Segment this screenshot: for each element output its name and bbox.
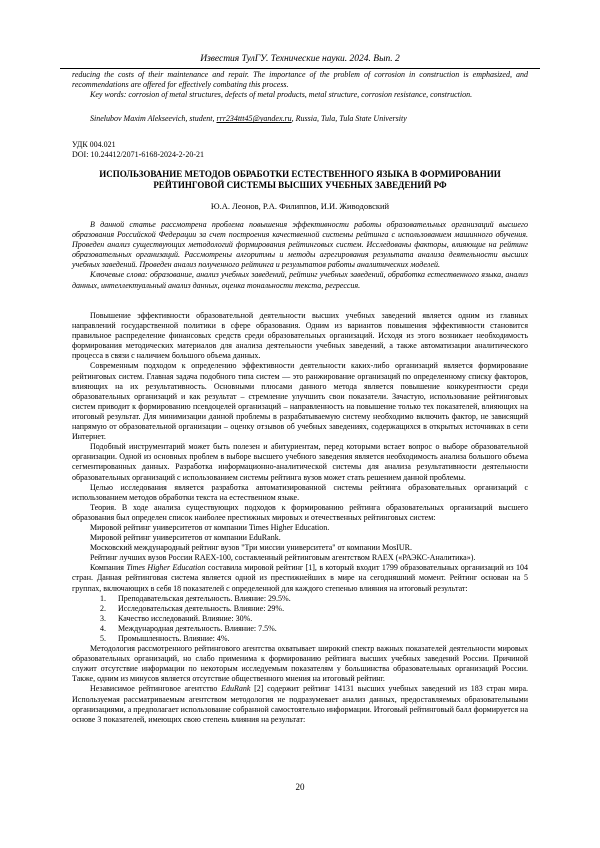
list-number: 4. [100,623,106,633]
list-number: 2. [100,603,106,613]
p6-text: составила мировой рейтинг [1], в который входит 1799 образовательных организаций из 104 стран. Данная рейтинговая система является одной из престижнейших в мире на сегодняшний момент. Рейтинг основан на 5 группах, включающих в себя 18 показателей с определенной для каждого степенью влияния на итоговый результат: [72,563,529,593]
keywords [72,270,528,290]
udc-code: УДК 004.021 [72,140,116,149]
list-item [72,594,528,604]
the-name: Times Higher Education [126,563,206,573]
paragraph-2: Современным подходом к определению эффективности деятельности каких-либо организаций является формирование рейтинговых систем. Главная задача подобного типа систем — это ранжирование организаций по определенному списку факторов, влияющих на их результативность. Основными плюсами данного метода является повышение конкурентности среди образовательных организаций и как результат – стремление улучшить свои показатели. Зачастую, использование рейтинговых систем приводит к формированию псевдоцелей организаций – направленность на повышение только тех показателей, влияющих на итоговый результат. Для минимизации данной проблемы в разрабатываемую систему необходимо включить фактор, не зависящий напрямую от образовательной организации – оценку отзывов об учебных заведениях, содержащихся в открытых источниках в сети Интернет. [72,361,528,442]
list-number: 5. [100,634,106,643]
previous-keywords [72,90,528,100]
list-text: Исследовательская деятельность. Влияние: 29%. [118,603,285,613]
abstract-block [72,220,528,291]
doi: DOI: 10.24412/2071-6168-2024-2-20-21 [72,150,204,160]
ranking-source: Московский международный рейтинг вузов "Три миссии университета" от компании MosIUR. [90,543,412,553]
previous-keywords-text: corrosion of metal structures, defects of metal products, metal structure, corrosion resistance, construction. [128,90,473,100]
ranking-source: Рейтинг лучших вузов России RAEX-100, составленный рейтинговым агентством RAEX («РАЭКС-Аналитика»). [90,553,476,563]
paragraph-5: Теория. В ходе анализа существующих подходов к формированию рейтинга образовательных организаций высшего образования был определен список наиболее престижных мировых и отечественных рейтинговых систем: [72,502,528,522]
list-item [72,614,528,624]
ranking-sources-list [72,523,528,563]
author-email-link[interactable]: rrr234ttt45@yandex.ru [216,114,292,124]
paragraph-8 [72,684,528,724]
paragraph-1: Повышение эффективности образовательной деятельности высших учебных заведений является одним из главных направлений государственной политики в сфере образования. Одним из вариантов повышения эффективности становится правильное распределение финансовых средств среди образовательных организаций. Исходя из этого возникает необходимость формирования методических материалов для анализа деятельности учебных заведений, а также автоматизации аналитического процесса в связи с наличием большого объема данных. [72,311,528,361]
previous-author-affiliation: , Russia, Tula, Tula State University [291,114,407,124]
paragraph-3: Подобный инструментарий может быть полезен и абитуриентам, перед которыми встает вопрос о выборе образовательной организации. Одной из основных проблем в выборе высшего учебного заведения является необходимость анализа большого объема сегментированных данных. Разработка информационно-аналитической системы для анализа результативности деятельности образовательных организаций с использованием системы рейтинга вузов может стать решением данной проблемы. [72,442,528,482]
ranking-criteria-list [72,594,528,644]
running-header: Известия ТулГУ. Технические науки. 2024. Вып. 2 [200,54,400,64]
previous-author-info [72,114,528,124]
previous-author-name: Sinelubov Maxim Alekseevich, student, [90,114,217,124]
list-item [72,604,528,614]
edurank-name: EduRank [221,684,251,694]
list-text: Промышленность. Влияние: 4%. [118,634,230,643]
paragraph-7: Методология рассмотренного рейтингового агентства охватывает широкий спектр важных показателей деятельности мировых образовательных организаций, но слабо применима к формированию рейтинга высших учебных заведений России. Причиной служит отсутствие информации по некоторым исследуемым показателям у большинства образовательных организаций России. Также, одним из минусов является отсутствие общественного мнения на итоговый рейтинг. [72,644,528,684]
ranking-source: Мировой рейтинг университетов от компании EduRank. [90,533,281,543]
paragraph-6 [72,563,528,593]
previous-abstract-end: reducing the costs of their maintenance and repair. The importance of the problem of corrosion in construction is emphasized, and recommendations are offered for effectively combating this process. [72,70,528,90]
p8-text: [2] содержит рейтинг 14131 высших учебных заведений из 183 стран мира. Используемая рассматриваемым агентством методология не подразумевает анализ данных, предоставляемых образовательными организациями, а предполагает использование собранной самостоятельно информации. Итоговый рейтинговый балл формируется на основе 3 показателей, имеющих свою степень влияния на результат: [72,684,528,724]
list-text: Преподавательская деятельность. Влияние: 29.5%. [118,593,291,603]
ranking-source: Мировой рейтинг университетов от компании Times Higher Education. [90,522,330,532]
page-number: 20 [295,782,305,792]
article-body [72,311,528,725]
list-number: 3. [100,613,106,623]
p6-lead: Компания [90,563,127,573]
article-authors: Ю.А. Леонов, Р.А. Филиппов, И.И. Живодовский [210,201,390,211]
list-text: Качество исследований. Влияние: 30%. [118,613,253,623]
article-meta [72,140,528,160]
article-title: ИСПОЛЬЗОВАНИЕ МЕТОДОВ ОБРАБОТКИ ЕСТЕСТВЕННОГО ЯЗЫКА В ФОРМИРОВАНИИ РЕЙТИНГОВОЙ СИСТЕМЫ ВЫСШИХ УЧЕБНЫХ ЗАВЕДЕНИЙ РФ [99,169,501,190]
previous-keywords-label: Key words: [90,90,127,100]
list-item [72,634,528,644]
keywords-label: Ключевые слова: [90,270,148,280]
abstract: В данной статье рассмотрена проблема повышения эффективности работы образовательных организаций высшего образования Российской Федерации за счет построения качественной системы рейтинга с использованием машинного обучения. Проведен анализ существующих методологий формирования рейтинговых систем. Исследованы факторы, влияющие на рейтинг образовательных организаций. Рассмотрены алгоритмы и методы агрегирования результата анализа деятельности высших учебных заведений. Проведен анализ полученного рейтинга и результатов работы аналитических моделей. [72,220,528,270]
keywords-text: образование, анализ учебных заведений, рейтинг учебных заведений, обработка естественного языка, анализ данных, интеллектуальный анализ данных, оценка тональности текста, регрессия. [72,270,529,290]
previous-article-end [72,70,528,124]
list-number: 1. [100,593,106,603]
header-rule [60,68,540,69]
p8-lead: Независимое рейтинговое агентство [90,684,222,694]
list-text: Международная деятельность. Влияние: 7.5%. [118,623,277,633]
list-item [72,624,528,634]
paragraph-4: Целью исследования является разработка автоматизированной системы рейтинга образовательных организаций с использованием методов обработки текста на естественном языке. [72,482,528,502]
